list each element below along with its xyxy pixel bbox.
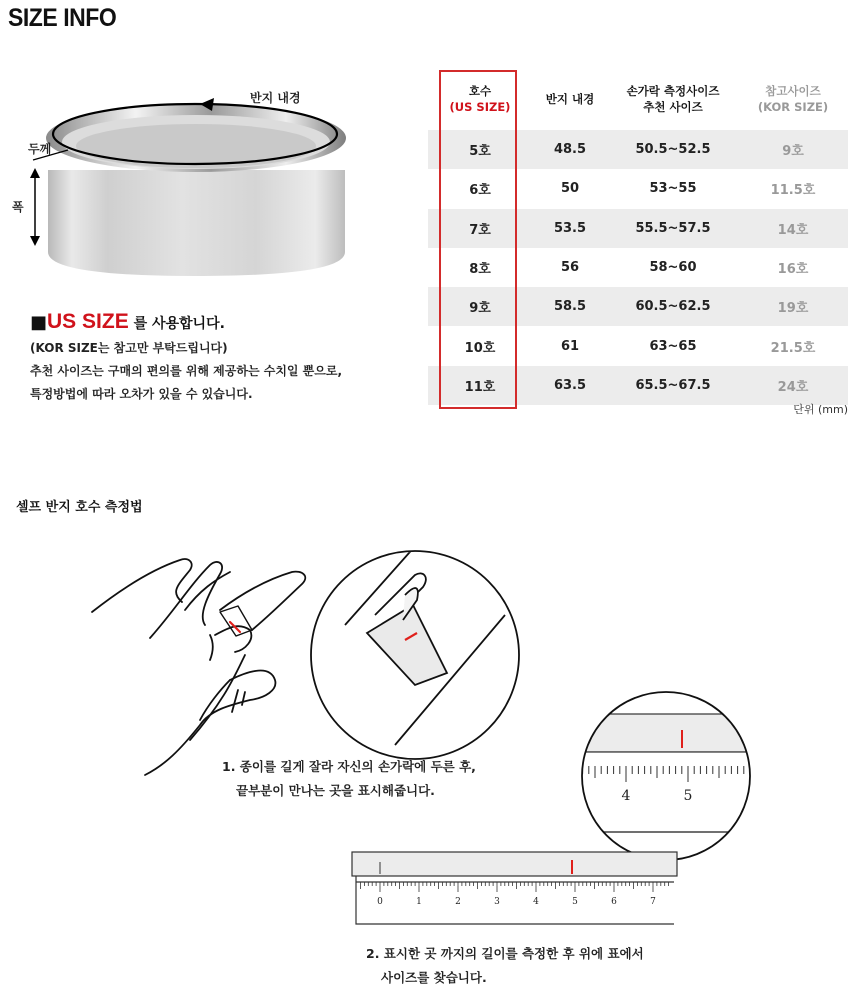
unit-label: 단위 (mm) [793,403,848,416]
kor-size-note: (KOR SIZE는 참고만 부탁드립니다) [30,341,228,355]
header-us-size-label: (US SIZE) [449,100,511,114]
zoom-circle-ruler [570,690,760,862]
ruler-label: 0 [377,897,383,907]
header-kor-label: (KOR SIZE) [757,100,829,114]
self-measure-title: 셀프 반지 호수 측정법 [16,500,143,515]
cell-kor-size: 19호 [738,287,848,326]
inner-diameter-label: 반지 내경 [250,91,301,105]
cell-inner-diameter: 53.5 [532,209,608,248]
cell-finger-size: 58~60 [649,260,697,276]
step1-line2: 끝부분이 만나는 곳을 표시해줍니다. [236,783,435,798]
header-inner-label: 반지 내경 [545,92,595,106]
zoom-label-4: 4 [621,788,631,804]
thickness-label: 두께 [28,142,52,156]
ruler-label: 4 [533,897,539,907]
cell-us-size: 10호 [464,340,496,356]
cell-us-size: 8호 [469,262,491,278]
ring-illustration [0,80,400,290]
cell-inner-diameter: 63.5 [532,366,608,405]
us-size-column-highlight [439,70,517,409]
cell-us-size: 11호 [428,366,532,405]
ruler-label: 2 [455,897,461,907]
cell-kor-size: 14호 [738,209,848,248]
disclaimer-line2: 특정방법에 따라 오차가 있을 수 있습니다. [30,387,253,401]
page-title: SIZE INFO [8,4,117,32]
cell-inner-diameter: 56 [560,260,580,276]
cell-inner-diameter: 58.5 [532,287,608,326]
step2-line2: 사이즈를 찾습니다. [381,970,487,985]
header-finger-size [608,68,738,130]
cell-kor-size: 16호 [777,262,809,278]
cell-finger-size: 50.5~52.5 [608,130,738,169]
ruler-label: 7 [650,897,656,907]
cell-inner-diameter: 48.5 [532,130,608,169]
us-size-highlight: US SIZE [47,310,129,333]
header-kor-size [738,68,848,130]
cell-finger-size: 60.5~62.5 [608,287,738,326]
cell-kor-size: 11.5호 [770,183,816,199]
step1-line1: 1. 종이를 길게 잘라 자신의 손가락에 두른 후, [222,759,476,774]
cell-kor-size: 21.5호 [770,340,816,356]
cell-kor-size: 9호 [738,130,848,169]
square-bullet-icon: ■ [30,312,48,333]
header-recommended-label: 추천 사이즈 [643,100,703,114]
header-inner-diameter [532,68,608,130]
cell-inner-diameter: 61 [560,338,580,354]
cell-inner-diameter: 50 [560,181,580,197]
cell-finger-size: 53~55 [649,181,697,197]
note-suffix: 를 사용합니다. [128,316,225,332]
width-label: 폭 [12,200,24,214]
cell-finger-size: 65.5~67.5 [608,366,738,405]
us-size-note [30,310,225,334]
header-size-label: 호수 [468,84,492,98]
cell-us-size: 6호 [469,183,491,199]
ruler [350,848,680,930]
zoom-label-5: 5 [683,788,693,804]
cell-finger-size: 55.5~57.5 [608,209,738,248]
cell-kor-size: 24호 [738,366,848,405]
zoom-circle-finger [305,545,525,765]
disclaimer-line1: 추천 사이즈는 구매의 편의를 위해 제공하는 수치일 뿐으로, [30,364,343,378]
ruler-label: 1 [416,897,422,907]
step2-line1: 2. 표시한 곳 까지의 길이를 측정한 후 위에 표에서 [366,946,644,961]
cell-us-size: 9호 [428,287,532,326]
ruler-label: 3 [494,897,500,907]
cell-finger-size: 63~65 [649,338,697,354]
cell-us-size: 7호 [428,209,532,248]
ruler-label: 6 [611,897,617,907]
cell-us-size: 5호 [428,130,532,169]
ruler-label: 5 [572,897,578,907]
hand-illustration [80,540,320,780]
header-finger-label: 손가락 측정사이즈 [626,84,720,98]
header-ref-label: 참고사이즈 [765,84,821,98]
